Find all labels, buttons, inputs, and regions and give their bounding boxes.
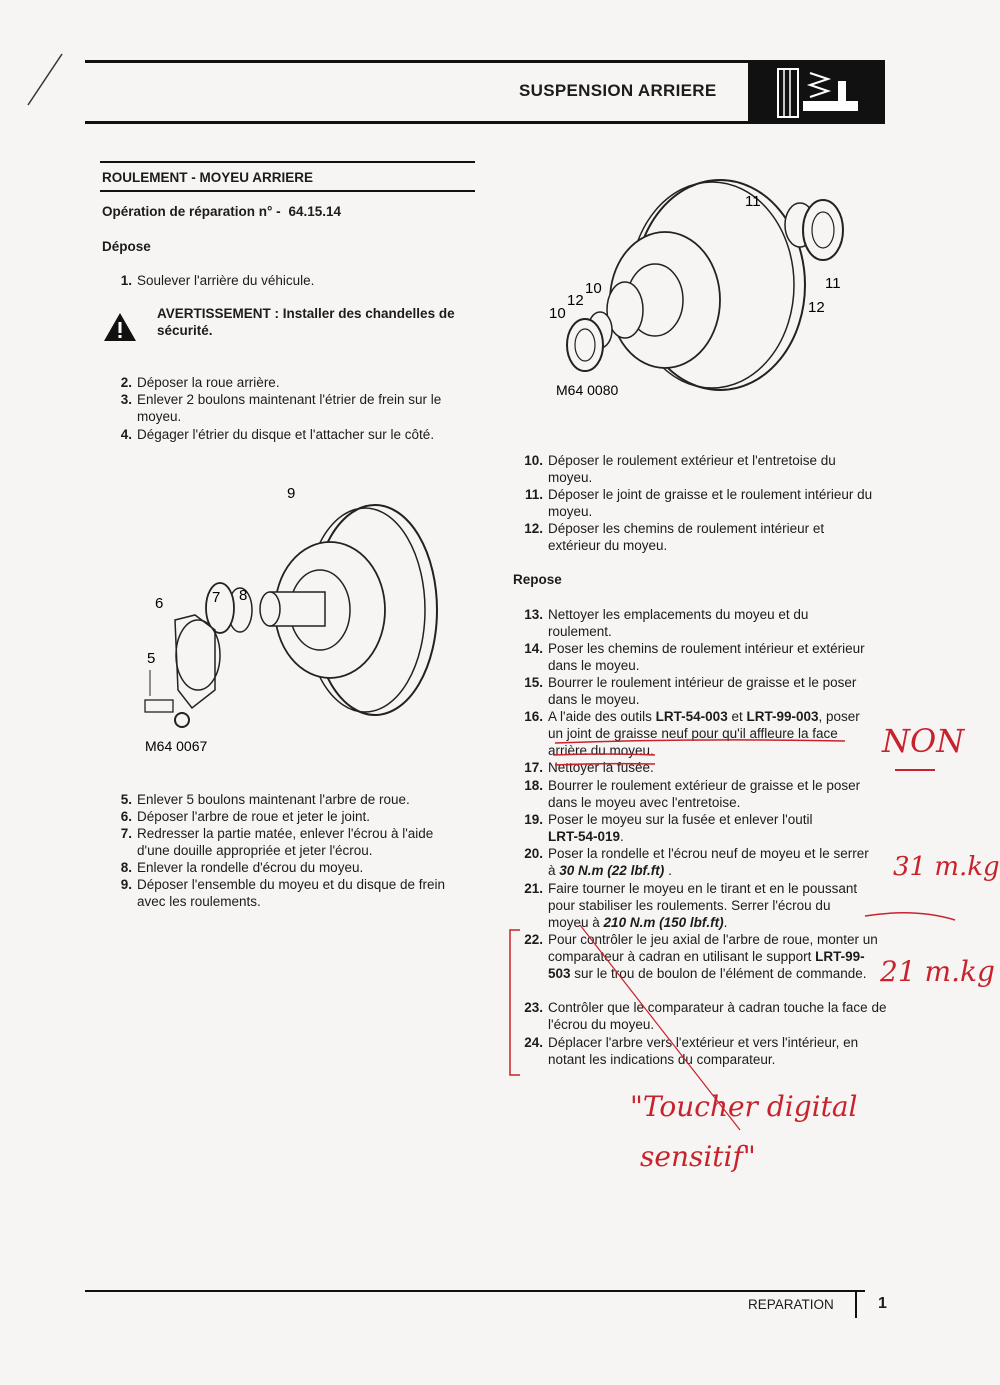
handwritten-note-line1: "Toucher digital bbox=[630, 1090, 858, 1123]
callout-11-b: 11 bbox=[825, 275, 841, 292]
margin-stroke bbox=[20, 50, 70, 110]
section-title: ROULEMENT - MOYEU ARRIERE bbox=[102, 170, 314, 185]
callout-9: 9 bbox=[287, 485, 296, 502]
section-rule-top bbox=[100, 161, 475, 163]
warning-triangle-icon bbox=[102, 311, 138, 343]
depose-heading: Dépose bbox=[102, 239, 151, 254]
page-number: 1 bbox=[878, 1295, 887, 1312]
handwritten-torque-1: 31 m.kg bbox=[893, 852, 1000, 882]
operation-number: 64.15.14 bbox=[288, 204, 341, 219]
figure-code-right: M64 0080 bbox=[556, 382, 619, 398]
handwritten-note-line2: sensitif" bbox=[640, 1140, 756, 1173]
suspension-emblem bbox=[748, 61, 885, 123]
section-rule-bottom bbox=[100, 190, 475, 192]
handwritten-non: NON bbox=[882, 722, 965, 760]
figure-code-left: M64 0067 bbox=[145, 738, 208, 754]
callout-8: 8 bbox=[239, 587, 248, 604]
footer-label: REPARATION bbox=[748, 1297, 834, 1312]
callout-6: 6 bbox=[155, 595, 164, 612]
operation-line bbox=[102, 204, 341, 219]
repose-heading: Repose bbox=[513, 572, 562, 587]
warning-text: AVERTISSEMENT : Installer des chandelles de sécurité. bbox=[157, 306, 455, 338]
spring-shock-icon bbox=[748, 61, 885, 123]
footer-rule bbox=[85, 1290, 865, 1292]
hub-exploded-figure-right bbox=[540, 170, 870, 410]
callout-12-b: 12 bbox=[567, 292, 584, 309]
footer-divider bbox=[855, 1290, 857, 1318]
callout-10-b: 10 bbox=[549, 305, 566, 322]
hub-exploded-figure-left bbox=[120, 480, 450, 770]
handwritten-torque-2: 21 m.kg bbox=[880, 955, 995, 988]
callout-5: 5 bbox=[147, 650, 156, 667]
callout-11-a: 11 bbox=[745, 193, 761, 210]
callout-12-a: 12 bbox=[808, 299, 825, 316]
callout-10-a: 10 bbox=[585, 280, 602, 297]
callout-7: 7 bbox=[212, 589, 221, 606]
operation-label: Opération de réparation n° - bbox=[102, 204, 281, 219]
page-title: SUSPENSION ARRIERE bbox=[519, 81, 717, 100]
